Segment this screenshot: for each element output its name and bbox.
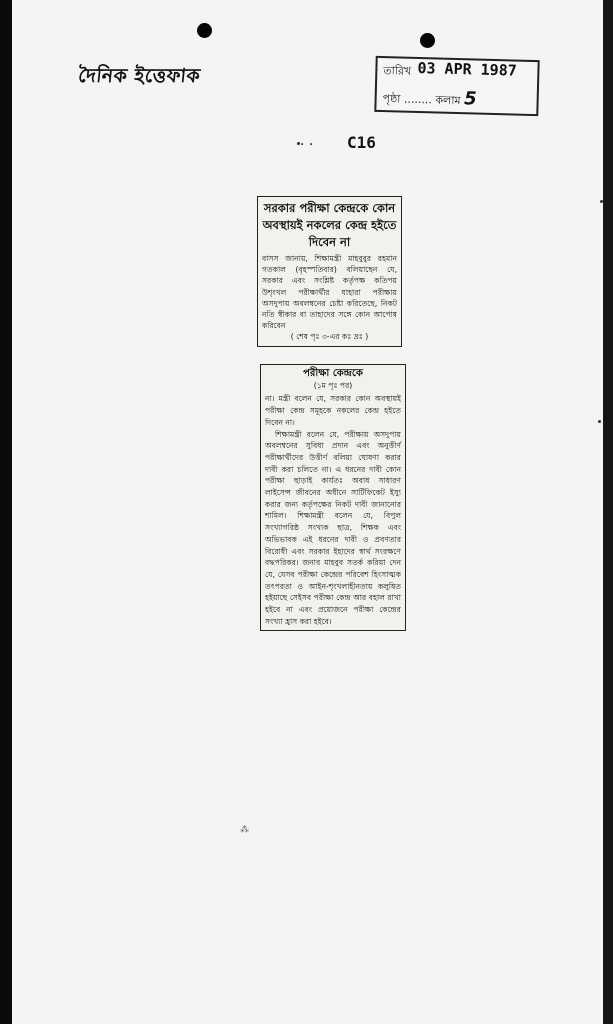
stamp-fill-dots: ........ (403, 92, 433, 107)
speck (600, 200, 603, 203)
newspaper-name: দৈনিক ইত্তেফাক (77, 65, 202, 87)
news-clipping-top (257, 196, 402, 347)
ink-smudge: ⁂ (240, 825, 249, 835)
article-intro: বাসস জানায়, শিক্ষামন্ত্রী মাহবুবুর রহমান গতকাল (বৃহস্পতিবার) বলিয়াছেন যে, সরকার এবং সংশ্লিষ্ট কর্তৃপক্ষ কতিপয় উশৃংখল পরীক্ষার্থীর যাহারা পরীক্ষায় অসদুপায় অবলম্বনের চেষ্টা করিতেছে, নিকট নতি স্বীকার বা তাহাদের সঙ্গে কোন আপোষ করিবেন (262, 254, 397, 331)
stamp-page-label: পৃষ্ঠা (382, 92, 401, 106)
jump-note: ( শেষ পৃঃ ৩-এর কঃ দ্রঃ ) (290, 332, 369, 342)
article-paragraph: না। মন্ত্রী বলেন যে, সরকার কোন অবস্থায়ই পরীক্ষা কেন্দ্র সমূহকে নকলের কেন্দ্র হইতে দিবেন না। (265, 394, 401, 427)
continuation-title: পরীক্ষা কেন্দ্রকে (303, 368, 363, 379)
stamp-column-value: 5 (463, 88, 477, 110)
article-paragraph: শিক্ষামন্ত্রী বলেন যে, পরীক্ষায় অসদুপায় অবলম্বনের সুবিধা প্রদান এবং অনুত্তীর্ণ পরীক্ষার্থীদের উত্তীর্ণ বলিয়া ঘোষণা করার দাবী করা চলিতে না। এ ধরনের দাবী কোন পরীক্ষা ছাড়াই কার্যতঃ অবাধ সাধারণ লাইসেন্স জীবনের অধীনে সার্টিফিকেট ইস্যু করার জন্য কর্তৃপক্ষের নিকট দাবী জানানোর শামিল। শিক্ষামন্ত্রী বলেন যে, বিপুল সংখ্যাগরিষ্ঠ সংখ্যক ছাত্র, শিক্ষক এবং অভিভাবক এই ধরনের দাবী ও প্রবণতার বিরোধী এবং সরকার ইহাদের স্বার্থ সংরক্ষণে বদ্ধপরিকর। জনাব মাহবুব সতর্ক করিয়া দেন যে, যেসব পরীক্ষা কেন্দ্রের পরিবেশ হিংসাত্মক তৎপরতা ও আইন-শৃংখলাহীনতায় কলুষিত হইয়াছে সেইসব পরীক্ষা কেন্দ্র আর বহাল রাখা হইবে না এবং প্রয়োজনে পরীক্ষা কেন্দ্রের সংখ্যা হ্রাস করা হইবে। (265, 429, 401, 626)
mark-dots: · · (300, 137, 314, 153)
speck (297, 142, 300, 145)
news-clipping-continuation (260, 364, 406, 631)
stamp-column-label: কলাম (435, 93, 461, 108)
reference-code: C16 (347, 133, 376, 152)
scan-edge (603, 0, 613, 1024)
speck (598, 420, 601, 423)
continuation-note: (১ম পৃঃ পর) (313, 380, 353, 390)
punch-hole-left (197, 23, 212, 38)
date-stamp (374, 56, 539, 116)
punch-hole-right (420, 33, 435, 48)
stamp-date-label: তারিখ (383, 64, 412, 78)
stamp-page-row (382, 86, 477, 111)
article-headline: সরকার পরীক্ষা কেন্দ্রকে কোন অবস্থায়ই নকলের কেন্দ্র হইতে দিবেন না (262, 201, 397, 249)
stamp-date: 03 APR 1987 (417, 58, 518, 80)
